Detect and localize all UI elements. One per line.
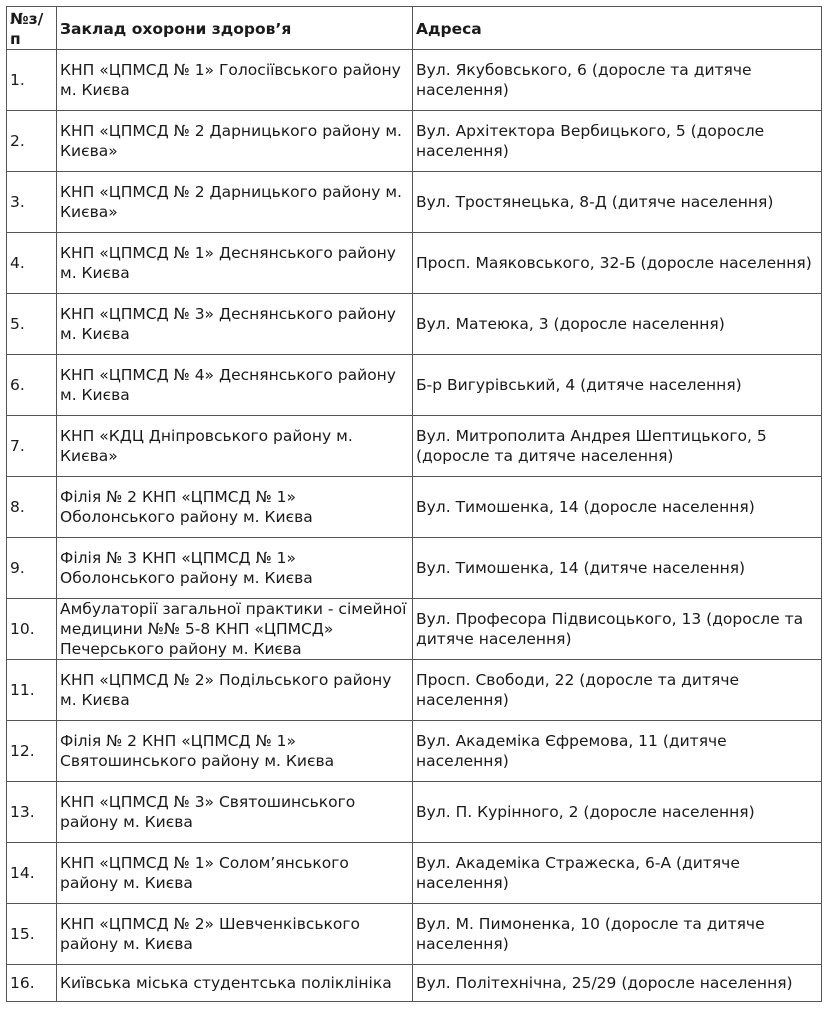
facility-name: КНП «ЦПМСД № 3» Святошинського району м. Києва	[57, 782, 413, 843]
row-number: 4.	[7, 233, 57, 294]
facility-name: Київська міська студентська поліклініка	[57, 965, 413, 1002]
facility-name: КНП «ЦПМСД № 2 Дарницького району м. Києва»	[57, 172, 413, 233]
table-row	[7, 477, 822, 538]
row-number: 3.	[7, 172, 57, 233]
facility-address: Вул. Тимошенка, 14 (дитяче населення)	[413, 538, 822, 599]
table-body	[7, 50, 822, 1002]
facility-name: КНП «КДЦ Дніпровського району м. Києва»	[57, 416, 413, 477]
row-number: 10.	[7, 599, 57, 660]
facility-address: Вул. Професора Підвисоцького, 13 (доросле та дитяче населення)	[413, 599, 822, 660]
facility-address: Вул. Митрополита Андрея Шептицького, 5 (доросле та дитяче населення)	[413, 416, 822, 477]
facility-name: КНП «ЦПМСД № 1» Солом’янського району м. Києва	[57, 843, 413, 904]
table-row	[7, 172, 822, 233]
row-number: 8.	[7, 477, 57, 538]
row-number: 12.	[7, 721, 57, 782]
table-row	[7, 50, 822, 111]
facility-name: Амбулаторії загальної практики - сімейної медицини №№ 5-8 КНП «ЦПМСД» Печерського району м. Києва	[57, 599, 413, 660]
row-number: 14.	[7, 843, 57, 904]
facility-name: КНП «ЦПМСД № 4» Деснянського району м. Києва	[57, 355, 413, 416]
table-row	[7, 294, 822, 355]
table-row	[7, 782, 822, 843]
facility-address: Вул. Якубовського, 6 (доросле та дитяче населення)	[413, 50, 822, 111]
table-row	[7, 599, 822, 660]
table-row	[7, 538, 822, 599]
facility-name: Філія № 2 КНП «ЦПМСД № 1» Святошинського району м. Києва	[57, 721, 413, 782]
facility-address: Вул. Академіка Єфремова, 11 (дитяче населення)	[413, 721, 822, 782]
facility-address: Вул. П. Курінного, 2 (доросле населення)	[413, 782, 822, 843]
table-row	[7, 355, 822, 416]
table-row	[7, 111, 822, 172]
facility-address: Вул. Тимошенка, 14 (доросле населення)	[413, 477, 822, 538]
row-number: 2.	[7, 111, 57, 172]
header-number: №з/п	[7, 7, 57, 50]
facility-address: Б-р Вигурівський, 4 (дитяче населення)	[413, 355, 822, 416]
facility-name: КНП «ЦПМСД № 2» Подільського району м. Києва	[57, 660, 413, 721]
row-number: 7.	[7, 416, 57, 477]
header-facility: Заклад охорони здоров’я	[57, 7, 413, 50]
table-header-row	[7, 7, 822, 50]
facility-name: КНП «ЦПМСД № 2» Шевченківського району м. Києва	[57, 904, 413, 965]
facility-address: Вул. М. Пимоненка, 10 (доросле та дитяче населення)	[413, 904, 822, 965]
facility-address: Просп. Свободи, 22 (доросле та дитяче населення)	[413, 660, 822, 721]
row-number: 5.	[7, 294, 57, 355]
facility-name: КНП «ЦПМСД № 1» Голосіївського району м. Києва	[57, 50, 413, 111]
row-number: 6.	[7, 355, 57, 416]
facility-name: КНП «ЦПМСД № 2 Дарницького району м. Києва»	[57, 111, 413, 172]
facility-name: КНП «ЦПМСД № 3» Деснянського району м. Києва	[57, 294, 413, 355]
table-row	[7, 233, 822, 294]
table-row	[7, 416, 822, 477]
table-row	[7, 660, 822, 721]
facility-address: Вул. Матеюка, 3 (доросле населення)	[413, 294, 822, 355]
row-number: 9.	[7, 538, 57, 599]
row-number: 16.	[7, 965, 57, 1002]
table-row	[7, 721, 822, 782]
facility-address: Вул. Архітектора Вербицького, 5 (доросле населення)	[413, 111, 822, 172]
facility-name: Філія № 2 КНП «ЦПМСД № 1» Оболонського району м. Києва	[57, 477, 413, 538]
document-page	[6, 6, 822, 1002]
facility-address: Вул. Політехнічна, 25/29 (доросле населення)	[413, 965, 822, 1002]
table-row	[7, 904, 822, 965]
healthcare-facilities-table	[6, 6, 822, 1002]
row-number: 13.	[7, 782, 57, 843]
facility-address: Просп. Маяковського, 32-Б (доросле населення)	[413, 233, 822, 294]
header-address: Адреса	[413, 7, 822, 50]
facility-address: Вул. Академіка Стражеска, 6-А (дитяче населення)	[413, 843, 822, 904]
row-number: 11.	[7, 660, 57, 721]
facility-name: Філія № 3 КНП «ЦПМСД № 1» Оболонського району м. Києва	[57, 538, 413, 599]
row-number: 15.	[7, 904, 57, 965]
row-number: 1.	[7, 50, 57, 111]
table-row	[7, 965, 822, 1002]
facility-name: КНП «ЦПМСД № 1» Деснянського району м. Києва	[57, 233, 413, 294]
facility-address: Вул. Тростянецька, 8-Д (дитяче населення)	[413, 172, 822, 233]
table-row	[7, 843, 822, 904]
